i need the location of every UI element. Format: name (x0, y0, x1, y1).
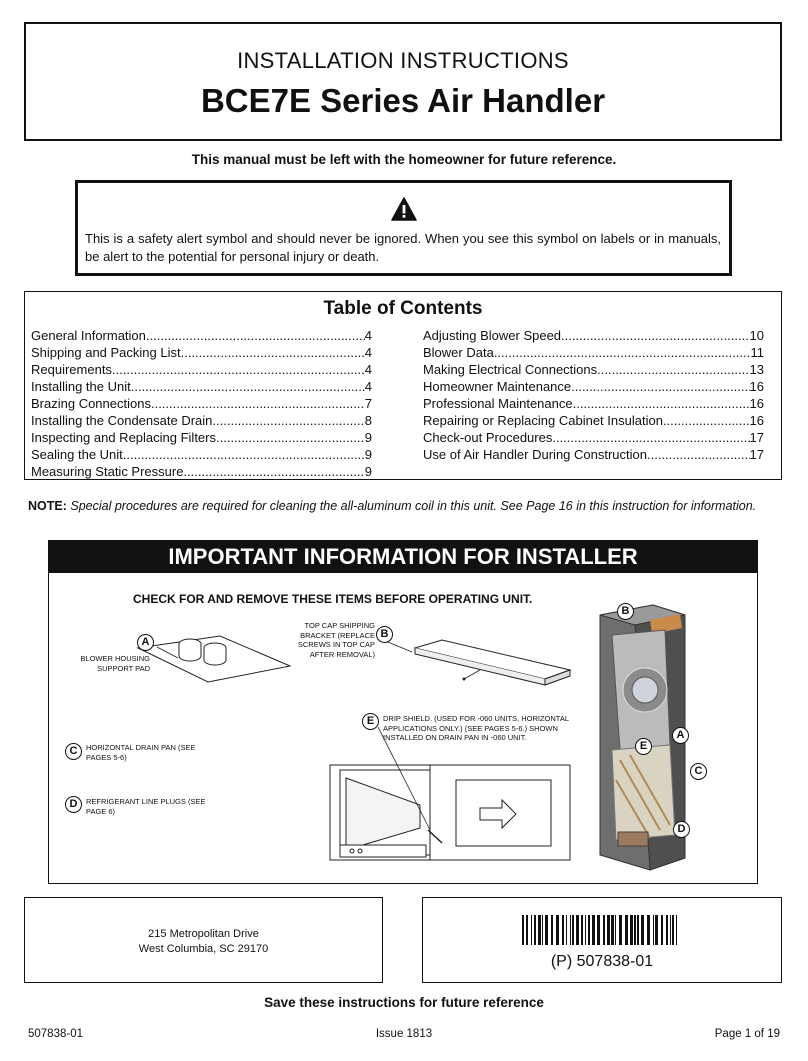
barcode-bar (607, 915, 610, 945)
toc-entry-label: Shipping and Packing List (31, 345, 181, 361)
toc-entry (423, 327, 764, 344)
barcode-bar (619, 915, 622, 945)
toc-leader-dots (573, 395, 750, 412)
toc-leader-dots (216, 429, 365, 446)
toc-entry-page: 9 (364, 447, 372, 463)
footer-issue: Issue 1813 (375, 1028, 433, 1040)
warning-triangle-icon (391, 197, 417, 221)
toc-leader-dots (494, 344, 751, 361)
barcode-bar (531, 915, 532, 945)
barcode-bar (545, 915, 548, 945)
label-line-plugs: REFRIGERANT LINE PLUGS (SEE PAGE 6) (86, 797, 206, 816)
toc-left-column (31, 327, 372, 480)
check-items-heading: CHECK FOR AND REMOVE THESE ITEMS BEFORE OPERATING UNIT. (133, 592, 533, 606)
toc-entry-page: 4 (364, 345, 372, 361)
label-drain-pan: HORIZONTAL DRAIN PAN (SEE PAGES 5-6) (86, 743, 196, 762)
toc-leader-dots (571, 378, 749, 395)
toc-entry (31, 327, 372, 344)
barcode-bar (653, 915, 654, 945)
part-number: (P) 507838-01 (550, 953, 654, 970)
barcode-bar (585, 915, 586, 945)
toc-entry-page: 9 (364, 464, 372, 480)
toc-right-column (423, 327, 764, 463)
barcode-bar (576, 915, 579, 945)
barcode-bar (630, 915, 633, 945)
toc-leader-dots (146, 327, 365, 344)
title-box (24, 22, 782, 141)
toc-entry-label: Homeowner Maintenance (423, 379, 572, 395)
toc-entry (423, 412, 764, 429)
toc-entry (31, 412, 372, 429)
barcode-bar (542, 915, 543, 945)
toc-leader-dots (181, 344, 365, 361)
barcode-bar (588, 915, 590, 945)
company-address (25, 927, 382, 957)
toc-entry (423, 395, 764, 412)
toc-leader-dots (663, 412, 750, 429)
toc-entry (423, 446, 764, 463)
toc-entry (423, 344, 764, 361)
toc-leader-dots (561, 327, 750, 344)
toc-entry-label: Inspecting and Replacing Filters (31, 430, 216, 446)
toc-entry-label: Sealing the Unit (31, 447, 123, 463)
blower-pad-illustration (138, 636, 290, 682)
barcode-bar (672, 915, 674, 945)
barcode-bar (641, 915, 644, 945)
toc-entry-page: 4 (364, 379, 372, 395)
barcode-bar (655, 915, 658, 945)
manual-note: This manual must be left with the homeowner for future reference. (191, 152, 617, 167)
callout-d: D (65, 796, 82, 813)
toc-leader-dots (131, 378, 365, 395)
note-label: NOTE: (28, 499, 67, 513)
label-shipping-bracket: TOP CAP SHIPPING BRACKET (REPLACE SCREWS IN TOP CAP AFTER REMOVAL) (297, 621, 375, 659)
toc-entry-label: Blower Data (423, 345, 494, 361)
barcode-bar (551, 915, 553, 945)
toc-entry-label: Making Electrical Connections (423, 362, 598, 378)
product-title: BCE7E Series Air Handler (200, 82, 606, 119)
toc-entry-page: 16 (749, 413, 764, 429)
toc-entry-page: 9 (364, 430, 372, 446)
safety-alert-box (75, 180, 732, 276)
callout-c: C (65, 743, 82, 760)
coil-cleaning-note (28, 498, 778, 516)
safety-alert-text: This is a safety alert symbol and should never be ignored. When you see this symbol on labels or in manuals, be alert to the potential for personal injury or death. (85, 231, 721, 264)
barcode-bar (526, 915, 528, 945)
toc-entry-page: 11 (750, 345, 764, 361)
barcode-bar (603, 915, 605, 945)
toc-entry-page: 17 (749, 430, 764, 446)
toc-entry-label: Use of Air Handler During Construction (423, 447, 647, 463)
barcode-bar (625, 915, 628, 945)
barcode-image (522, 915, 682, 945)
toc-entry (423, 361, 764, 378)
toc-entry-page: 16 (749, 396, 764, 412)
label-drip-shield: DRIP SHIELD. (USED FOR -060 UNITS, HORIZONTAL APPLICATIONS ONLY.) (SEE PAGES 5-6.) SHOWN INSTALLED ON DRAIN PAN IN -060 UNIT. (383, 714, 569, 742)
barcode-bar (597, 915, 600, 945)
callout-a-unit: A (672, 727, 689, 744)
toc-entry-label: Installing the Unit (31, 379, 131, 395)
barcode-bar (637, 915, 639, 945)
callout-e: E (362, 713, 379, 730)
toc-entry-page: 13 (749, 362, 764, 378)
callout-c-unit: C (690, 763, 707, 780)
toc-entry-label: Check-out Procedures (423, 430, 553, 446)
toc-entry-label: Requirements (31, 362, 112, 378)
toc-leader-dots (112, 361, 365, 378)
footer-doc-number: 507838-01 (28, 1028, 83, 1040)
toc-entry (31, 344, 372, 361)
toc-entry-label: Repairing or Replacing Cabinet Insulation (423, 413, 663, 429)
barcode-bar (534, 915, 536, 945)
toc-entry (423, 429, 764, 446)
toc-entry-page: 8 (364, 413, 372, 429)
toc-entry-page: 4 (364, 362, 372, 378)
callout-a: A (137, 634, 154, 651)
footer-page: Page 1 of 19 (714, 1028, 780, 1040)
shipping-bracket-illustration (383, 640, 570, 685)
toc-leader-dots (123, 446, 365, 463)
toc-entry-label: Professional Maintenance (423, 396, 573, 412)
barcode-bar (615, 915, 616, 945)
toc-leader-dots (597, 361, 749, 378)
toc-entry-page: 10 (749, 328, 764, 343)
important-banner: IMPORTANT INFORMATION FOR INSTALLER (48, 540, 758, 573)
label-blower-pad: BLOWER HOUSING SUPPORT PAD (80, 654, 150, 673)
toc-entry-label: Adjusting Blower Speed (423, 328, 562, 343)
toc-entry (423, 378, 764, 395)
toc-entry-label: General Information (31, 328, 146, 343)
barcode-bar (581, 915, 583, 945)
barcode-bar (592, 915, 595, 945)
toc-entry-page: 7 (364, 396, 372, 412)
save-instructions-note: Save these instructions for future reference (264, 995, 544, 1010)
toc-entry-label: Measuring Static Pressure (31, 464, 184, 480)
toc-entry (31, 378, 372, 395)
barcode-bar (570, 915, 571, 945)
barcode-bar (676, 915, 677, 945)
barcode-bar (572, 915, 574, 945)
callout-b: B (376, 626, 393, 643)
barcode-bar (661, 915, 663, 945)
barcode-bar (522, 915, 524, 945)
table-of-contents (24, 291, 782, 480)
barcode-bar (634, 915, 636, 945)
note-body: Special procedures are required for cleaning the all-aluminum coil in this unit. See Page 16 in this instruction for information. (66, 499, 757, 513)
toc-entry (31, 446, 372, 463)
callout-b-unit: B (617, 603, 634, 620)
toc-entry (31, 395, 372, 412)
toc-entry (31, 463, 372, 480)
barcode-bar (647, 915, 650, 945)
address-box (24, 897, 383, 983)
horizontal-unit-illustration (330, 727, 570, 860)
toc-entry (31, 429, 372, 446)
barcode-bar (556, 915, 559, 945)
toc-entry-label: Installing the Condensate Drain (31, 413, 213, 429)
toc-leader-dots (552, 429, 749, 446)
address-line1: 215 Metropolitan Drive (148, 928, 259, 940)
toc-entry (31, 361, 372, 378)
toc-leader-dots (212, 412, 364, 429)
toc-entry-page: 4 (364, 328, 372, 343)
address-line2: West Columbia, SC 29170 (138, 943, 269, 955)
toc-title: Table of Contents (323, 298, 483, 319)
barcode-bar (562, 915, 564, 945)
barcode-bar (611, 915, 614, 945)
callout-e-unit: E (635, 738, 652, 755)
callout-d-unit: D (673, 821, 690, 838)
document-type: INSTALLATION INSTRUCTIONS (237, 48, 569, 73)
barcode-bar (566, 915, 567, 945)
toc-entry-page: 17 (749, 447, 764, 463)
barcode-bar (670, 915, 671, 945)
toc-leader-dots (151, 395, 365, 412)
barcode-box (422, 897, 782, 983)
toc-leader-dots (183, 463, 364, 480)
barcode-bar (666, 915, 668, 945)
toc-leader-dots (647, 446, 750, 463)
barcode-bar (538, 915, 541, 945)
toc-entry-label: Brazing Connections (31, 396, 151, 412)
toc-entry-page: 16 (749, 379, 764, 395)
